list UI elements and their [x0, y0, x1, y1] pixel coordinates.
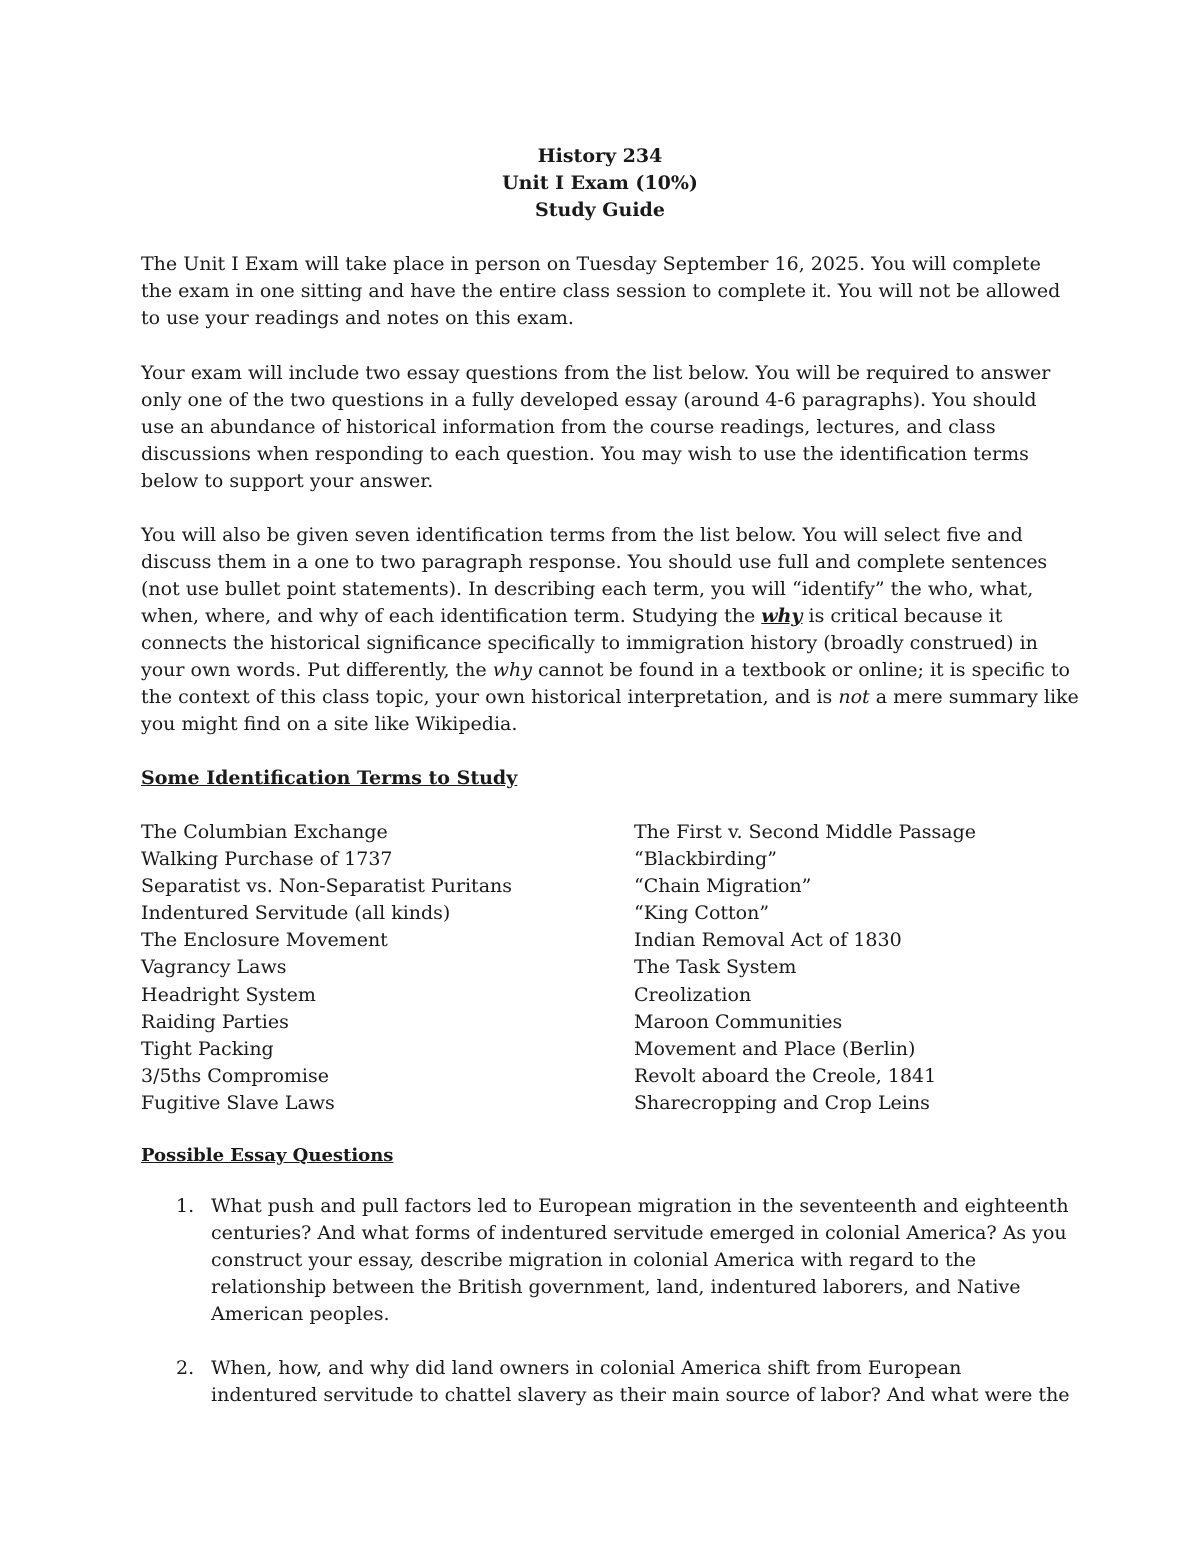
intro-paragraph-logistics [141, 251, 1071, 332]
paragraph-line: You will also be given seven identification terms from the list below. You will select five and [141, 524, 1023, 546]
question-line: relationship between the British government, land, indentured laborers, and Native [211, 1276, 1021, 1298]
emphasis-why: why [492, 659, 532, 681]
term-item: Tight Packing [141, 1037, 274, 1060]
course-title: History 234 [537, 145, 663, 167]
text-run: a mere summary like [869, 686, 1079, 708]
question-line: centuries? And what forms of indentured servitude emerged in colonial America? As you [211, 1222, 1067, 1244]
term-item: Headright System [141, 983, 316, 1006]
question-line: What push and pull factors led to European migration in the seventeenth and eighteenth [211, 1195, 1069, 1217]
exam-title: Unit I Exam (10%) [502, 172, 698, 194]
paragraph-line [141, 657, 1071, 684]
text-run: the context of this class topic, your own historical interpretation, and is [141, 686, 839, 708]
terms-list-left [141, 819, 512, 1117]
paragraph-line: use an abundance of historical information from the course readings, lectures, and class [141, 416, 996, 438]
term-item: The Task System [634, 956, 797, 979]
paragraph-line: Your exam will include two essay questions from the list below. You will be required to answer [141, 362, 1051, 384]
emphasis-not: not [838, 686, 870, 708]
term-item: The Columbian Exchange [141, 821, 388, 843]
term-item: Walking Purchase of 1737 [141, 848, 393, 871]
emphasis-why: why [761, 605, 803, 627]
term-item: Indentured Servitude (all kinds) [141, 902, 451, 925]
question-line: When, how, and why did land owners in colonial America shift from European [211, 1357, 962, 1379]
question-number: 1. [176, 1195, 195, 1217]
paragraph-line: only one of the two questions in a fully developed essay (around 4-6 paragraphs). You should [141, 389, 1037, 411]
paragraph-line: (not use bullet point statements). In describing each term, you will “identify” the who, what, [141, 578, 1034, 600]
doc-type-title: Study Guide [535, 199, 665, 221]
paragraph-line: discuss them in a one to two paragraph response. You should use full and complete sentences [141, 551, 1048, 573]
term-item: 3/5ths Compromise [141, 1064, 330, 1087]
term-item: Movement and Place (Berlin) [634, 1037, 916, 1060]
text-run: is critical because it [802, 605, 1003, 627]
paragraph-line: to use your readings and notes on this exam. [141, 307, 574, 329]
term-item: The Enclosure Movement [141, 929, 388, 952]
paragraph-line [141, 684, 1079, 711]
paragraph-line: The Unit I Exam will take place in person on Tuesday September 16, 2025. You will complete [141, 253, 1041, 275]
term-item: Vagrancy Laws [141, 956, 287, 979]
terms-heading: Some Identification Terms to Study [141, 767, 518, 789]
text-run: cannot be found in a textbook or online; it is specific to [531, 659, 1070, 681]
intro-paragraph-identification [141, 522, 1079, 738]
term-item: “King Cotton” [634, 902, 770, 925]
term-item: Maroon Communities [634, 1010, 843, 1033]
paragraph-line: below to support your answer. [141, 470, 434, 492]
term-item: Separatist vs. Non-Separatist Puritans [141, 875, 513, 898]
text-run: when, where, and why of each identification term. Studying the [141, 605, 762, 627]
term-item: Indian Removal Act of 1830 [634, 929, 902, 952]
question-line: construct your essay, describe migration in colonial America with regard to the [211, 1249, 977, 1271]
paragraph-line [141, 603, 1071, 630]
term-item: Raiding Parties [141, 1010, 289, 1033]
question-text [211, 1193, 1069, 1328]
paragraph-line: the exam in one sitting and have the entire class session to complete it. You will not be allowed [141, 280, 1061, 302]
question-text [211, 1355, 1070, 1409]
term-item: Sharecropping and Crop Leins [634, 1091, 930, 1114]
intro-paragraph-essay [141, 360, 1071, 495]
question-line: American peoples. [211, 1303, 390, 1325]
essay-heading: Possible Essay Questions [141, 1145, 394, 1166]
document-title-block [0, 143, 1200, 224]
paragraph-line: connects the historical significance specifically to immigration history (broadly construed) in [141, 632, 1038, 654]
question-line: indentured servitude to chattel slavery as their main source of labor? And what were the [211, 1384, 1070, 1406]
term-item: “Chain Migration” [634, 875, 812, 898]
term-item: Revolt aboard the Creole, 1841 [634, 1064, 937, 1087]
term-item: The First v. Second Middle Passage [634, 821, 977, 843]
paragraph-line: discussions when responding to each question. You may wish to use the identification terms [141, 443, 1029, 465]
paragraph-line: you might find on a site like Wikipedia. [141, 713, 518, 735]
term-item: Creolization [634, 983, 752, 1006]
text-run: your own words. Put differently, the [141, 659, 493, 681]
term-item: “Blackbirding” [634, 848, 777, 871]
term-item: Fugitive Slave Laws [141, 1091, 335, 1114]
question-number: 2. [176, 1357, 195, 1379]
terms-list-right [634, 819, 976, 1117]
